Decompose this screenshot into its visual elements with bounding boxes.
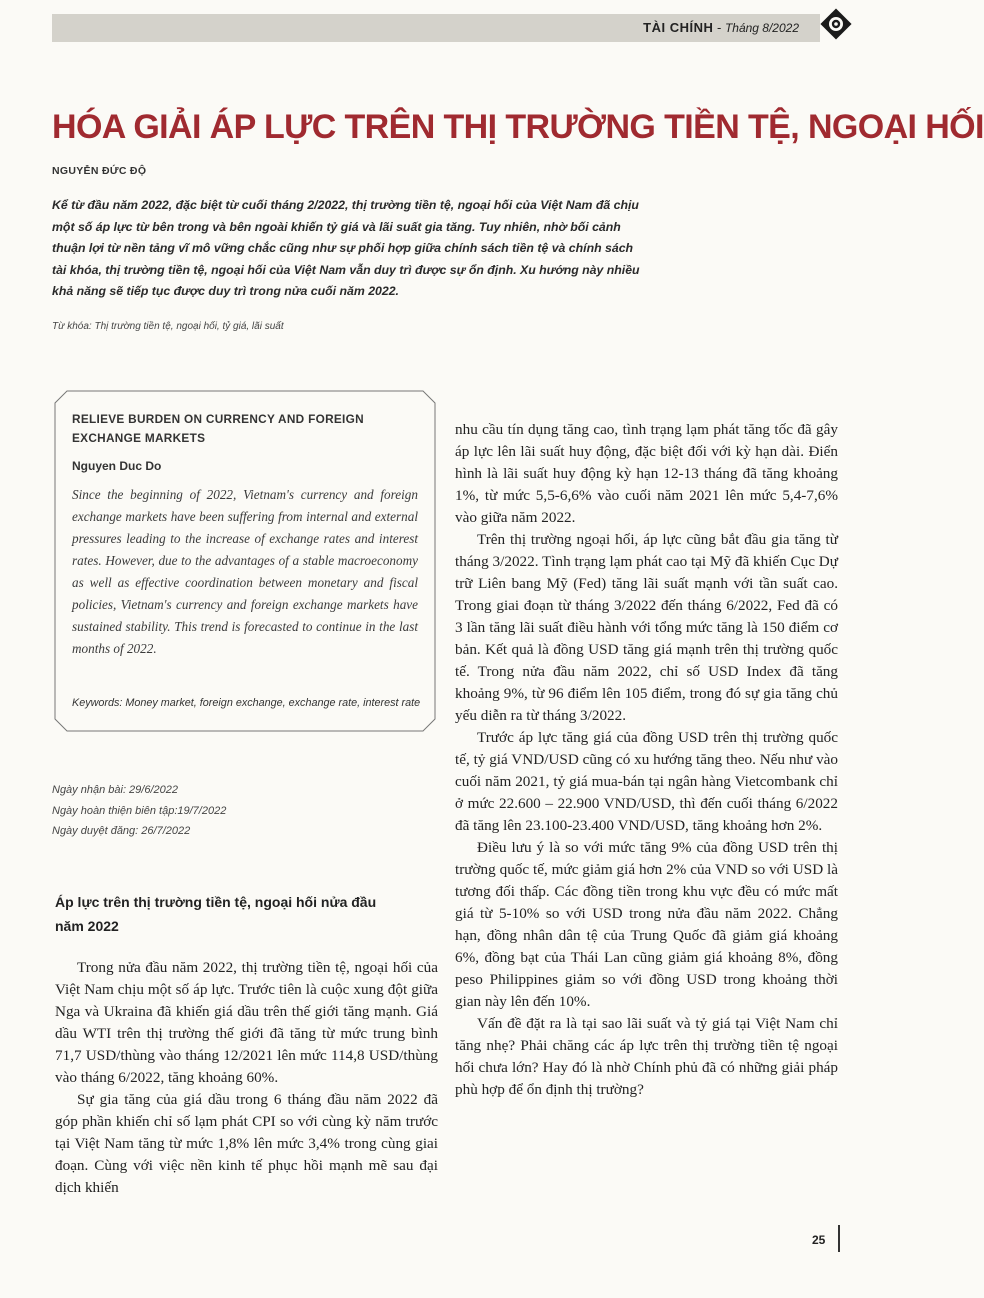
- issue-date: Tháng 8/2022: [724, 21, 799, 35]
- english-title: RELIEVE BURDEN ON CURRENCY AND FOREIGN EXCHANGE MARKETS: [72, 412, 364, 445]
- page-number: 25: [812, 1233, 826, 1247]
- article-author: NGUYỄN ĐỨC ĐỘ: [52, 165, 147, 177]
- page-number-rule: [838, 1225, 840, 1252]
- diamond-ornament-icon: [822, 10, 850, 38]
- date-approved: Ngày duyệt đăng: 26/7/2022: [52, 825, 191, 837]
- body-column-left: [55, 957, 438, 1199]
- submission-dates: [52, 780, 226, 842]
- running-header: [643, 20, 799, 35]
- paragraph: Trong nửa đầu năm 2022, thị trường tiền tệ, ngoại hối của Việt Nam chịu một số áp lực. Trước tiên là cuộc xung đột giữa Nga và Ukraina đã khiến giá dầu trên thế giới tăng mạnh. Giá dầu WTI trên thị trường thế giới đã tăng từ mức trung bình 71,7 USD/thùng vào tháng 12/2021 lên mức 114,8 USD/thùng vào tháng 6/2022, tăng khoảng 60%.: [55, 959, 438, 1086]
- body-column-right: [455, 419, 838, 1101]
- article-title: HÓA GIẢI ÁP LỰC TRÊN THỊ TRƯỜNG TIỀN TỆ, NGOẠI HỐI: [52, 108, 984, 146]
- paragraph: Vấn đề đặt ra là tại sao lãi suất và tỷ giá tại Việt Nam chỉ tăng nhẹ? Phải chăng các áp lực trên thị trường tiền tệ ngoại hối chưa lớn? Hay đó là nhờ Chính phủ đã có những giải pháp phù hợp để ổn định thị trường?: [455, 1015, 838, 1098]
- abstract-vietnamese: Kể từ đầu năm 2022, đặc biệt từ cuối tháng 2/2022, thị trường tiền tệ, ngoại hối của Việt Nam đã chịu một số áp lực từ bên trong và bên ngoài khiến tỷ giá và lãi suất gia tăng. Tuy nhiên, nhờ bối cảnh thuận lợi từ nền tảng vĩ mô vững chắc cũng như sự phối hợp giữa chính sách tiền tệ và chính sách tài khóa, thị trường tiền tệ, ngoại hối của Việt Nam vẫn duy trì được sự ổn định. Xu hướng này nhiều khả năng sẽ tiếp tục được duy trì trong nửa cuối năm 2022.: [52, 198, 640, 299]
- keywords-vietnamese: Từ khóa: Thị trường tiền tệ, ngoại hối, tỷ giá, lãi suất: [52, 321, 284, 332]
- paragraph: Trên thị trường ngoại hối, áp lực cũng bắt đầu gia tăng từ tháng 3/2022. Tình trạng lạm phát cao tại Mỹ đã khiến Cục Dự trữ Liên bang Mỹ (Fed) tăng lãi suất mạnh với tần suất cao. Trong giai đoạn từ tháng 3/2022 đến tháng 6/2022, Fed đã có 3 lần tăng lãi suất điều hành với tổng mức tăng là 150 điểm cơ bản. Kết quả là đồng USD tăng giá mạnh trên thị trường quốc tế. Trong nửa đầu năm 2022, chỉ số USD Index đã tăng khoảng 9%, từ 96 điểm lên 105 điểm, trong đó sự gia tăng chủ yếu diễn ra từ tháng 3/2022.: [455, 531, 838, 724]
- english-author: Nguyen Duc Do: [72, 459, 162, 473]
- english-keywords: Keywords: Money market, foreign exchange, exchange rate, interest rate: [72, 697, 421, 709]
- section-name: TÀI CHÍNH: [643, 20, 714, 35]
- english-abstract: Since the beginning of 2022, Vietnam's currency and foreign exchange markets have been suffering from internal and external pressures leading to the increase of exchange rates and interest rates. However, due to the advantages of a stable macroeconomy as well as effective coordination between monetary and fiscal policies, Vietnam's currency and foreign exchange markets have sustained stability. This trend is forecasted to continue in the last months of 2022.: [72, 487, 418, 656]
- date-revised: Ngày hoàn thiện biên tập:19/7/2022: [52, 804, 227, 817]
- section-heading: Áp lực trên thị trường tiền tệ, ngoại hối nửa đầu năm 2022: [55, 894, 377, 934]
- paragraph: Điều lưu ý là so với mức tăng 9% của đồng USD trên thị trường quốc tế, mức giảm giá hơn 2% của VND so với USD là tương đối thấp. Các đồng tiền trong khu vực đều có mức mất giá từ 5-10% so với USD trong nửa đầu năm 2022. Chẳng hạn, đồng nhân dân tệ của Trung Quốc đã giảm giá khoảng 6%, đồng bạt của Thái Lan cũng giảm giá khoảng 8%, đồng peso Philippines giảm so với đồng USD trong khoảng thời gian này lên đến 10%.: [455, 839, 838, 1010]
- paragraph: Sự gia tăng của giá dầu trong 6 tháng đầu năm 2022 đã góp phần khiến chỉ số lạm phát CPI so với cùng kỳ năm trước tại Việt Nam tăng từ mức 1,8% lên mức 3,4% trong cùng giai đoạn. Cùng với việc nền kinh tế phục hồi mạnh mẽ sau đại dịch khiến: [55, 1091, 438, 1196]
- date-received: Ngày nhận bài: 29/6/2022: [52, 784, 178, 796]
- paragraph: Trước áp lực tăng giá của đồng USD trên thị trường quốc tế, tỷ giá VND/USD cũng có xu hướng tăng theo. Nếu như vào cuối năm 2021, tỷ giá mua-bán tại ngân hàng Vietcombank chỉ ở mức 22.600 – 22.900 VND/USD, thì đến cuối tháng 6/2022 đã tăng lên 23.100-23.400 VND/USD, tăng khoảng hơn 2%.: [455, 729, 838, 834]
- paragraph: nhu cầu tín dụng tăng cao, tình trạng lạm phát tăng tốc đã gây áp lực lên lãi suất huy động, đặc biệt đối với kỳ hạn dài. Điển hình là lãi suất huy động kỳ hạn 12-13 tháng đã tăng khoảng 1%, từ mức 5,5-6,6% vào cuối năm 2021 lên mức 5,4-7,6% vào giữa năm 2022.: [455, 421, 838, 526]
- header-separator: -: [713, 20, 725, 35]
